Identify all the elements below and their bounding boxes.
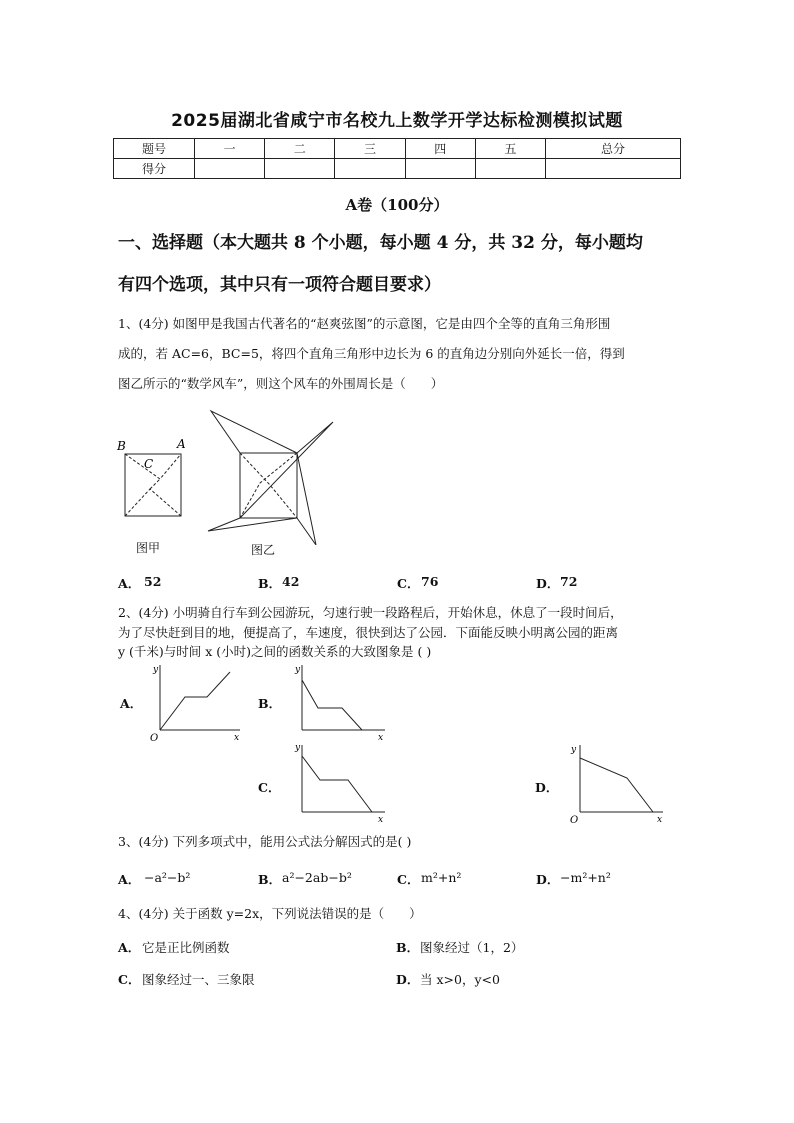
q2-graph-d-label: D． (535, 780, 559, 795)
q4-options-row2 (118, 970, 684, 990)
q2-text-line3: y (千米)与时间 x (小时)之间的函数关系的大致图象是 ( ) (118, 644, 432, 659)
q1-text-line1: 1、(4分) 如图甲是我国古代著名的“赵爽弦图”的示意图，它是由四个全等的直角三角形围 (118, 316, 611, 331)
q4-option-value: 图象经过一、三象限 (142, 972, 255, 987)
score-header-cell: 二 (265, 139, 335, 159)
q3-option-value: −m²+n² (560, 870, 611, 885)
q1-option-label: A． (118, 576, 141, 591)
score-cell (195, 159, 265, 179)
label-b: B (117, 439, 126, 453)
score-cell (405, 159, 475, 179)
axis-y-label: y (153, 665, 159, 675)
axis-x-label: x (234, 733, 240, 743)
axis-x-label: x (378, 733, 384, 743)
score-table-header-row (114, 139, 681, 159)
yi-blade (297, 453, 316, 545)
q3-option-label: D． (536, 872, 560, 887)
q1-option-label: C． (397, 576, 420, 591)
q2-graph-a (145, 660, 245, 745)
q1-options (118, 574, 684, 594)
q2-graph-d (565, 740, 670, 825)
jia-inner-dashed (125, 489, 181, 516)
q3-option-label: C． (397, 872, 420, 887)
figure-yi (200, 405, 340, 545)
yi-dashed (240, 453, 297, 518)
q3-option-value: a²−2ab−b² (282, 870, 352, 885)
q4-option-value: 它是正比例函数 (142, 940, 230, 955)
q2-graph-b (290, 660, 390, 745)
q4-option-label: B． (396, 940, 420, 955)
q4-options-row1 (118, 938, 684, 958)
graph-b-curve (302, 680, 362, 730)
figure-jia-caption: 图甲 (136, 541, 161, 555)
q2-graph-a-label: A． (120, 696, 143, 711)
q1-option-label: B． (258, 576, 282, 591)
score-header-cell: 四 (405, 139, 475, 159)
q2-graph-c (290, 740, 390, 825)
axis-x-label: x (378, 815, 384, 825)
score-table (113, 138, 681, 179)
q1-text-line3: 图乙所示的“数学风车”，则这个风车的外围周长是（ ） (118, 376, 444, 391)
score-header-cell: 五 (475, 139, 545, 159)
q3-option-value: −a²−b² (144, 870, 191, 885)
q2-graph-b-label: B． (258, 696, 282, 711)
q2-graph-c-label: C． (258, 780, 281, 795)
q3-option-label: A． (118, 872, 141, 887)
part1-heading-line2: 有四个选项，其中只有一项符合题目要求） (118, 275, 441, 295)
score-header-cell: 总分 (546, 139, 681, 159)
q1-option-value: 72 (560, 574, 578, 589)
q4-text-line1: 4、(4分) 关于函数 y=2x，下列说法错误的是（ ） (118, 906, 422, 921)
score-row-label: 得分 (114, 159, 195, 179)
q3-option-label: B． (258, 872, 282, 887)
score-cell (546, 159, 681, 179)
jia-inner-dashed (150, 479, 160, 489)
figure-yi-caption: 图乙 (251, 543, 276, 557)
q4-option-label: D． (396, 972, 420, 987)
axis-x-label: x (657, 815, 663, 825)
axis-origin-label: O (570, 815, 579, 825)
q1-option-value: 76 (421, 574, 439, 589)
axis-y-label: y (295, 743, 301, 753)
label-c: C (144, 457, 154, 471)
part1-heading-line1: 一、选择题（本大题共 8 个小题，每小题 4 分，共 32 分，每小题均 (118, 233, 643, 253)
q2-text-line1: 2、(4分) 小明骑自行车到公园游玩，匀速行驶一段路程后，开始休息，休息了一段时间后， (118, 605, 623, 620)
score-cell (265, 159, 335, 179)
score-cell (335, 159, 405, 179)
score-header-cell: 一 (195, 139, 265, 159)
axis-y-label: y (571, 745, 577, 755)
score-cell (475, 159, 545, 179)
q4-option-value: 图象经过（1，2） (420, 940, 524, 955)
axis-origin-label: O (150, 733, 159, 744)
graph-a-curve (160, 672, 230, 730)
q2-text-line2: 为了尽快赶到目的地，便提高了，车速度，很快到达了公园．下面能反映小明离公园的距离 (118, 625, 619, 640)
graph-d-curve (580, 758, 653, 812)
axis-y-label: y (295, 665, 301, 675)
q3-option-value: m²+n² (421, 870, 462, 885)
q3-text-line1: 3、(4分) 下列多项式中，能用公式法分解因式的是( ) (118, 834, 412, 849)
q4-option-value: 当 x>0，y<0 (420, 972, 500, 987)
graph-c-curve (302, 756, 372, 812)
figure-jia (115, 434, 195, 529)
label-a: A (177, 437, 186, 451)
yi-blade (208, 518, 297, 531)
score-table-score-row (114, 159, 681, 179)
page-title: 2025届湖北省咸宁市名校九上数学开学达标检测模拟试题 (171, 111, 623, 131)
score-header-cell: 三 (335, 139, 405, 159)
q4-option-label: C． (118, 972, 141, 987)
q1-text-line2: 成的，若 AC=6，BC=5，将四个直角三角形中边长为 6 的直角边分别向外延长一倍，得到 (118, 346, 625, 361)
q3-options (118, 870, 684, 890)
q1-option-value: 52 (144, 574, 162, 589)
section-a-heading: A卷（100分） (345, 196, 449, 214)
q4-option-label: A． (118, 940, 141, 955)
q1-option-label: D． (536, 576, 560, 591)
yi-blade (240, 422, 333, 518)
q1-option-value: 42 (282, 574, 300, 589)
score-header-cell: 题号 (114, 139, 195, 159)
yi-blade (211, 411, 297, 453)
